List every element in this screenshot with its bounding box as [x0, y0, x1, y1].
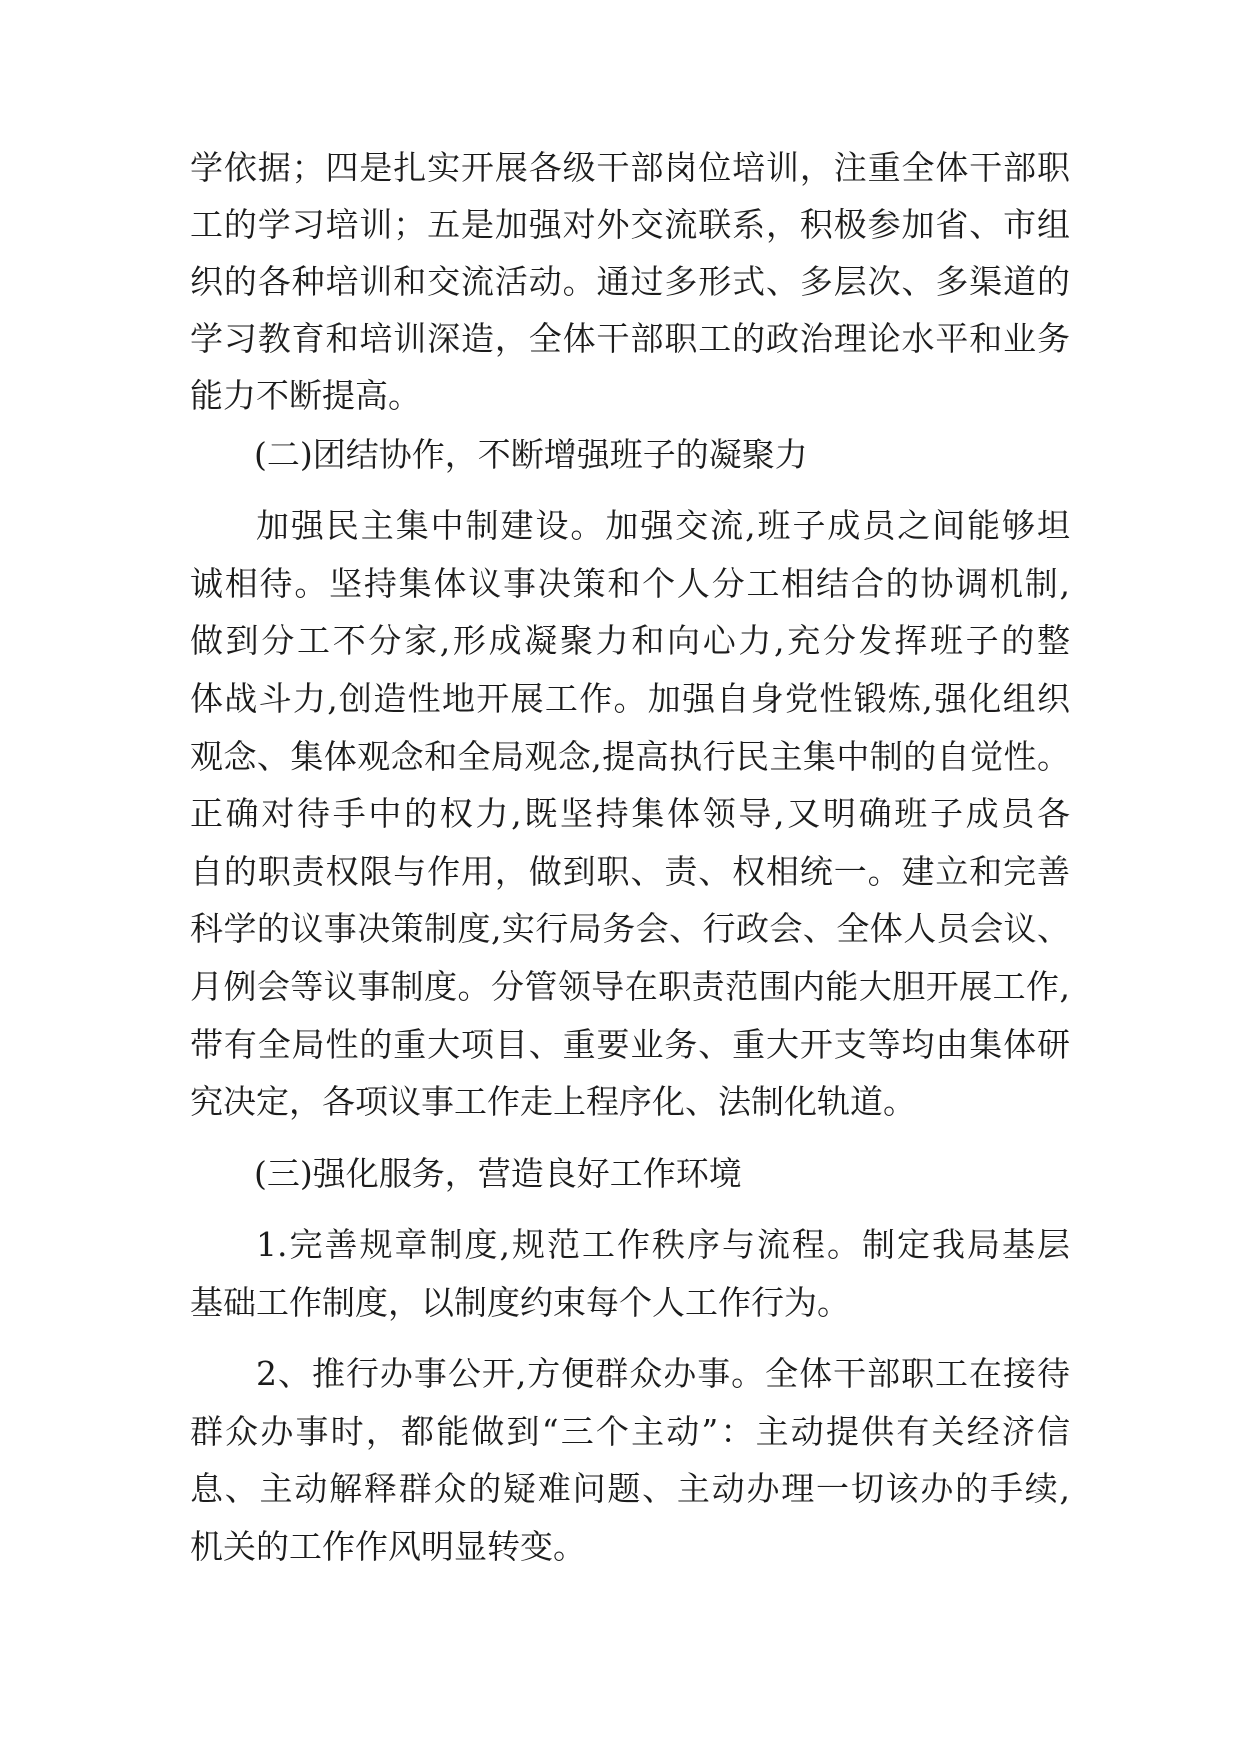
- text-line: 加强民主集中制建设。加强交流,班子成员之间能够坦: [256, 506, 1070, 545]
- text-line: 带有全局性的重大项目、重要业务、重大开支等均由集体研: [190, 1025, 1070, 1064]
- text-line: 体战斗力,创造性地开展工作。加强自身党性锻炼,强化组织: [190, 679, 1070, 718]
- section-heading: (二)团结协作，不断增强班子的凝聚力: [254, 435, 808, 474]
- text-line: 学依据；四是扎实开展各级干部岗位培训，注重全体干部职: [190, 148, 1070, 187]
- text-line: 息、主动解释群众的疑难问题、主动办理一切该办的手续,: [190, 1469, 1070, 1508]
- text-line: 科学的议事决策制度,实行局务会、行政会、全体人员会议、: [190, 909, 1070, 948]
- text-line: 织的各种培训和交流活动。通过多形式、多层次、多渠道的: [190, 262, 1070, 301]
- text-line: 2、推行办事公开,方便群众办事。全体干部职工在接待: [256, 1354, 1070, 1393]
- section-heading: (三)强化服务，营造良好工作环境: [254, 1154, 742, 1193]
- text-line: 月例会等议事制度。分管领导在职责范围内能大胆开展工作,: [190, 967, 1070, 1006]
- text-line: 自的职责权限与作用，做到职、责、权相统一。建立和完善: [190, 852, 1070, 891]
- text-line: 工的学习培训；五是加强对外交流联系，积极参加省、市组: [190, 205, 1070, 244]
- text-line: 做到分工不分家,形成凝聚力和向心力,充分发挥班子的整: [190, 621, 1070, 660]
- text-line: 机关的工作作风明显转变。: [190, 1527, 586, 1566]
- text-line: 群众办事时，都能做到“三个主动”：主动提供有关经济信: [190, 1412, 1070, 1451]
- text-line: 1.完善规章制度,规范工作秩序与流程。制定我局基层: [256, 1225, 1070, 1264]
- text-line: 究决定，各项议事工作走上程序化、法制化轨道。: [190, 1082, 916, 1121]
- text-line: 观念、集体观念和全局观念,提高执行民主集中制的自觉性。: [190, 737, 1070, 776]
- text-line: 能力不断提高。: [190, 376, 421, 415]
- text-line: 正确对待手中的权力,既坚持集体领导,又明确班子成员各: [190, 794, 1070, 833]
- text-line: 诚相待。坚持集体议事决策和个人分工相结合的协调机制,: [190, 564, 1070, 603]
- text-line: 学习教育和培训深造，全体干部职工的政治理论水平和业务: [190, 319, 1070, 358]
- text-line: 基础工作制度，以制度约束每个人工作行为。: [190, 1283, 850, 1322]
